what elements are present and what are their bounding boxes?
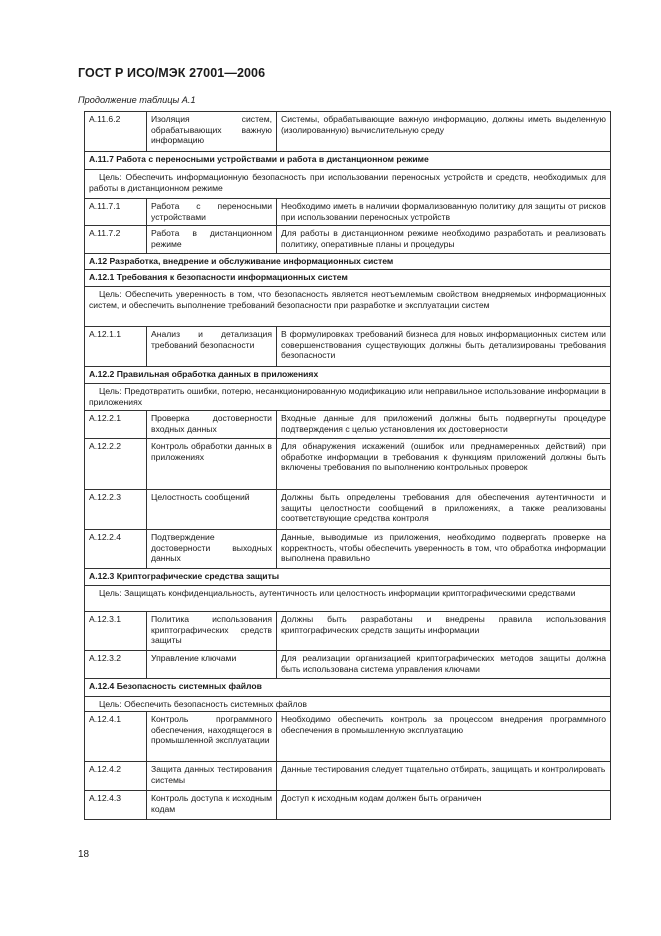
control-number: A.12.3.2 — [85, 651, 147, 679]
goal-row — [85, 384, 611, 411]
table-row — [85, 112, 611, 152]
control-description: Входные данные для приложений должны быть подвергнуты процедуре подтверждения с целью установления их достоверности — [277, 411, 611, 439]
table-row — [85, 762, 611, 791]
control-number: A.12.4.1 — [85, 712, 147, 762]
table-continuation-caption: Продолжение таблицы А.1 — [78, 95, 196, 105]
table-row — [85, 530, 611, 569]
table-row — [85, 651, 611, 679]
section-heading: A.12 Разработка, внедрение и обслуживание информационных систем — [85, 254, 611, 270]
table-row — [85, 327, 611, 367]
control-number: A.11.7.2 — [85, 226, 147, 254]
section-row — [85, 367, 611, 384]
section-row — [85, 569, 611, 586]
section-goal: Цель: Предотвратить ошибки, потерю, несанкционированную модификацию или неправильное использование информации в приложениях — [85, 384, 611, 411]
table-row — [85, 226, 611, 254]
control-name: Контроль обработки данных в приложениях — [147, 439, 277, 490]
section-goal: Цель: Обеспечить уверенность в том, что безопасность является неотъемлемым свойством внедряемых информационных систем, и обеспечить выполнение требований безопасности при разработке и эксплуатации систем — [85, 287, 611, 327]
section-row — [85, 254, 611, 270]
control-description: В формулировках требований бизнеса для новых информационных систем или совершенствования существующих должны быть детализированы требования безопасности — [277, 327, 611, 367]
control-number: A.12.4.2 — [85, 762, 147, 791]
section-heading: A.12.4 Безопасность системных файлов — [85, 679, 611, 697]
control-name: Контроль доступа к исходным кодам — [147, 791, 277, 820]
section-heading: A.11.7 Работа с переносными устройствами и работа в дистанционном режиме — [85, 152, 611, 170]
section-heading: A.12.2 Правильная обработка данных в приложениях — [85, 367, 611, 384]
control-number: A.12.2.1 — [85, 411, 147, 439]
control-description: Для работы в дистанционном режиме необходимо разработать и реализовать политику, оперативные планы и процедуры — [277, 226, 611, 254]
control-description: Данные, выводимые из приложения, необходимо подвергать проверке на корректность, чтобы обеспечить уверенность в том, что обработка информации выполнена правильно — [277, 530, 611, 569]
control-description: Для обнаружения искажений (ошибок или преднамеренных действий) при обработке информации в требования к функциям приложений должны быть включены требования по выполнению контрольных проверок — [277, 439, 611, 490]
table-row — [85, 712, 611, 762]
goal-row — [85, 170, 611, 199]
control-name: Анализ и детализация требований безопасности — [147, 327, 277, 367]
control-description: Должны быть разработаны и внедрены правила использования криптографических средств защиты информации — [277, 612, 611, 651]
control-name: Управление ключами — [147, 651, 277, 679]
section-heading: A.12.3 Криптографические средства защиты — [85, 569, 611, 586]
table-row — [85, 411, 611, 439]
section-row — [85, 152, 611, 170]
control-name: Политика использования криптографических средств защиты — [147, 612, 277, 651]
table-row — [85, 439, 611, 490]
page-number: 18 — [78, 849, 90, 860]
table-row — [85, 199, 611, 226]
control-description: Должны быть определены требования для обеспечения аутентичности и защиты целостности сообщений в приложениях, а также реализованы соответствующие средства контроля — [277, 490, 611, 530]
control-name: Работа в дистанционном режиме — [147, 226, 277, 254]
control-number: A.11.7.1 — [85, 199, 147, 226]
control-description: Данные тестирования следует тщательно отбирать, защищать и контролировать — [277, 762, 611, 791]
control-number: A.12.4.3 — [85, 791, 147, 820]
control-description: Необходимо обеспечить контроль за процессом внедрения программного обеспечения в промышленную эксплуатацию — [277, 712, 611, 762]
goal-row — [85, 586, 611, 612]
controls-table — [84, 111, 611, 820]
control-description: Необходимо иметь в наличии формализованную политику для защиты от рисков при использовании переносных устройств — [277, 199, 611, 226]
control-number: A.12.2.2 — [85, 439, 147, 490]
section-goal: Цель: Обеспечить информационную безопасность при использовании переносных устройств и средств, необходимых для работы в дистанционном режиме — [85, 170, 611, 199]
control-name: Подтверждение достоверности выходных данных — [147, 530, 277, 569]
control-name: Контроль программного обеспечения, находящегося в промышленной эксплуатации — [147, 712, 277, 762]
section-row — [85, 270, 611, 287]
control-number: A.11.6.2 — [85, 112, 147, 152]
control-description: Для реализации организацией криптографических методов защиты должна быть использована система управления ключами — [277, 651, 611, 679]
control-name: Изоляция систем, обрабатывающих важную информацию — [147, 112, 277, 152]
control-name: Работа с переносными устройствами — [147, 199, 277, 226]
control-name: Проверка достоверности входных данных — [147, 411, 277, 439]
control-description: Системы, обрабатывающие важную информацию, должны иметь выделенную (изолированную) вычислительную среду — [277, 112, 611, 152]
control-name: Защита данных тестирования системы — [147, 762, 277, 791]
section-heading: A.12.1 Требования к безопасности информационных систем — [85, 270, 611, 287]
goal-row — [85, 697, 611, 712]
control-number: A.12.2.3 — [85, 490, 147, 530]
table-row — [85, 490, 611, 530]
control-number: A.12.2.4 — [85, 530, 147, 569]
table-row — [85, 612, 611, 651]
control-description: Доступ к исходным кодам должен быть ограничен — [277, 791, 611, 820]
section-goal: Цель: Защищать конфиденциальность, аутентичность или целостность информации криптографическими средствами — [85, 586, 611, 612]
control-number: A.12.3.1 — [85, 612, 147, 651]
document-title: ГОСТ Р ИСО/МЭК 27001—2006 — [78, 66, 266, 80]
goal-row — [85, 287, 611, 327]
section-goal: Цель: Обеспечить безопасность системных файлов — [85, 697, 611, 712]
control-name: Целостность сообщений — [147, 490, 277, 530]
section-row — [85, 679, 611, 697]
table-row — [85, 791, 611, 820]
control-number: A.12.1.1 — [85, 327, 147, 367]
